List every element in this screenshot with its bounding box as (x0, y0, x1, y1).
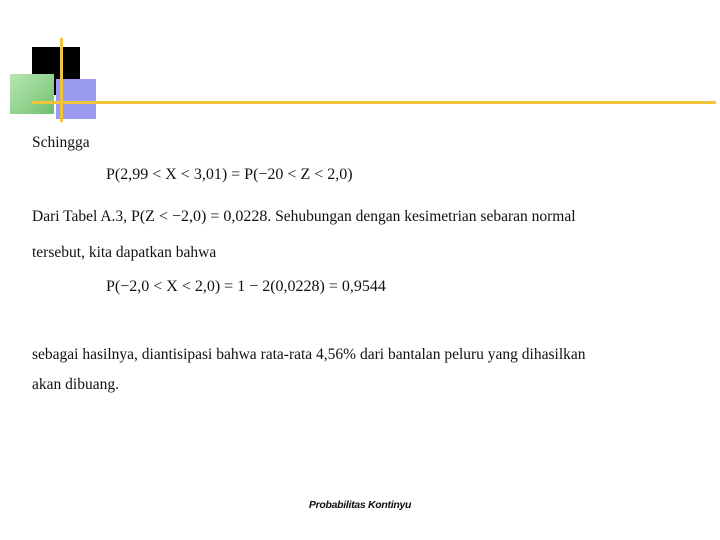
intro-word: Schingga (32, 134, 90, 151)
paragraph-1-prefix: Dari Tabel A.3, (32, 208, 128, 225)
equation-1: P(2,99 < X < 3,01) = P(−20 < Z < 2,0) (106, 166, 353, 183)
conclusion-line-2: akan dibuang. (32, 376, 119, 393)
decor-vertical-line (60, 38, 63, 122)
equation-inline: P(Z < −2,0) = 0,0228 (130, 208, 268, 225)
conclusion-line-1: sebagai hasilnya, diantisipasi bahwa rata-rata 4,56% dari bantalan peluru yang dihasilkan (32, 346, 586, 363)
decor-horizontal-line (32, 101, 716, 104)
decor-green-square (10, 74, 54, 114)
paragraph-1-suffix: . Sehubungan dengan kesimetrian sebaran normal (267, 208, 576, 225)
paragraph-1-line-2: tersebut, kita dapatkan bahwa (32, 244, 217, 261)
equation-2: P(−2,0 < X < 2,0) = 1 − 2(0,0228) = 0,9544 (106, 278, 386, 295)
slide-footer: Probabilitas Kontinyu (308, 499, 412, 511)
paragraph-1-line-1 (32, 208, 576, 226)
